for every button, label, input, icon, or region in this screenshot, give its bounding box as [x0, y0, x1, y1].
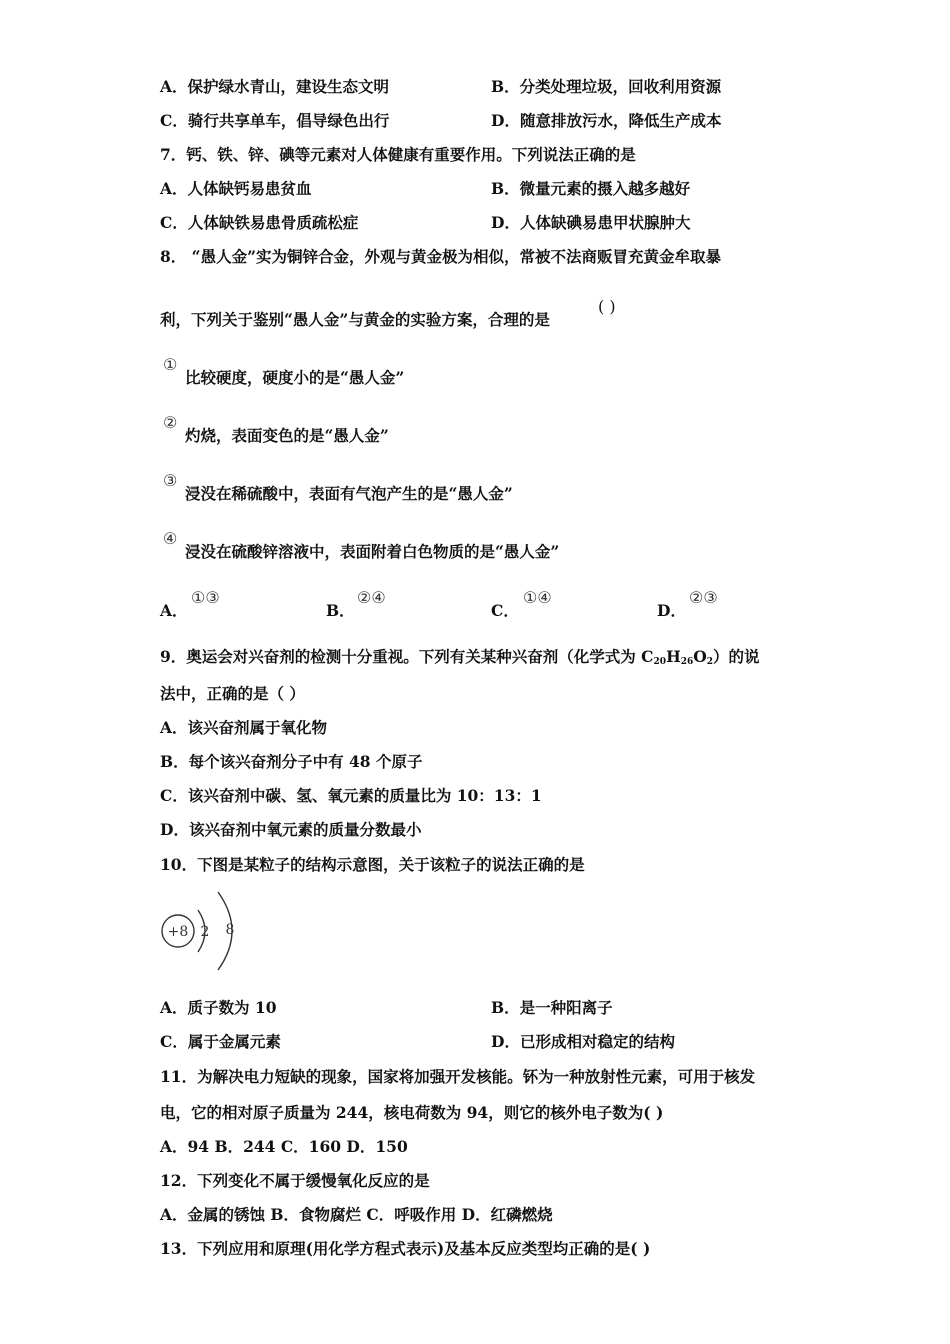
q10-option-d: D．已形成相对稳定的结构 [491, 1032, 675, 1051]
q9-option-a: A．该兴奋剂属于氧化物 [160, 718, 328, 737]
q7-stem: 7．钙、铁、锌、碘等元素对人体健康有重要作用。下列说法正确的是 [160, 145, 636, 164]
q9-option-b: B．每个该兴奋剂分子中有 48 个原子 [160, 752, 423, 771]
shell-2-electrons: 8 [225, 922, 235, 938]
q8-option-b-label: B． [326, 601, 355, 620]
q8-option-a-label: A． [160, 601, 188, 620]
q8-statement-4: 浸没在硫酸锌溶液中，表面附着白色物质的是“愚人金” [185, 542, 560, 561]
q8-statement-2-mark: ② [163, 413, 178, 432]
q7-option-a: A．人体缺钙易患贫血 [160, 179, 312, 198]
q11-stem-line2: 电，它的相对原子质量为 244，核电荷数为 94，则它的核外电子数为( ) [160, 1103, 664, 1122]
q7-option-b: B．微量元素的摄入越多越好 [491, 179, 691, 198]
q8-statement-1: 比较硬度，硬度小的是“愚人金” [185, 368, 405, 387]
q8-answer-paren: ( ) [598, 297, 616, 316]
q10-stem: 10．下图是某粒子的结构示意图，关于该粒子的说法正确的是 [160, 855, 585, 874]
q8-statement-3-mark: ③ [163, 471, 178, 490]
q8-statement-4-mark: ④ [163, 529, 178, 548]
q6-option-a: A．保护绿水青山，建设生态文明 [160, 77, 390, 96]
q10-option-c: C．属于金属元素 [160, 1032, 281, 1051]
q6-option-b: B．分类处理垃圾，回收利用资源 [491, 77, 722, 96]
q9-option-c: C．该兴奋剂中碳、氢、氧元素的质量比为 10：13：1 [160, 786, 542, 805]
q8-option-d-label: D． [657, 601, 686, 620]
q8-option-c-label: C． [491, 601, 519, 620]
q9-stem-line1: 9．奥运会对兴奋剂的检测十分重视。下列有关某种兴奋剂（化学式为 $C_{20}H_{26}O_2$）的说 [160, 647, 760, 667]
q9-option-d: D．该兴奋剂中氧元素的质量分数最小 [160, 820, 422, 839]
q8-option-c-value: ①④ [523, 588, 552, 607]
nucleus-charge: +8 [167, 924, 189, 940]
atom-structure-diagram [154, 880, 264, 980]
q6-option-c: C．骑行共享单车，倡导绿色出行 [160, 111, 390, 130]
q10-option-b: B．是一种阳离子 [491, 998, 613, 1017]
q8-stem-line2: 利，下列关于鉴别“愚人金”与黄金的实验方案，合理的是 [160, 310, 550, 329]
q8-statement-2: 灼烧，表面变色的是“愚人金” [185, 426, 389, 445]
q8-statement-3: 浸没在稀硫酸中，表面有气泡产生的是“愚人金” [185, 484, 513, 503]
q8-stem-line1: 8． “愚人金”实为铜锌合金，外观与黄金极为相似，常被不法商贩冒充黄金牟取暴 [160, 247, 722, 266]
q6-option-d: D．随意排放污水，降低生产成本 [491, 111, 722, 130]
q8-option-a-value: ①③ [191, 588, 220, 607]
q7-option-c: C．人体缺铁易患骨质疏松症 [160, 213, 359, 232]
shell-1-electrons: 2 [200, 924, 210, 940]
q9-stem-line2: 法中，正确的是（ ） [160, 684, 305, 703]
q11-stem-line1: 11．为解决电力短缺的现象，国家将加强开发核能。钚为一种放射性元素，可用于核发 [160, 1067, 756, 1086]
q7-option-d: D．人体缺碘易患甲状腺肿大 [491, 213, 691, 232]
q13-stem: 13．下列应用和原理(用化学方程式表示)及基本反应类型均正确的是( ) [160, 1239, 651, 1258]
q8-statement-1-mark: ① [163, 355, 178, 374]
q8-option-b-value: ②④ [357, 588, 386, 607]
q12-options: A．金属的锈蚀 B．食物腐烂 C．呼吸作用 D．红磷燃烧 [160, 1205, 553, 1224]
q10-option-a: A．质子数为 10 [160, 998, 277, 1017]
q8-option-d-value: ②③ [689, 588, 718, 607]
q11-options: A．94 B．244 C．160 D．150 [160, 1137, 408, 1156]
q12-stem: 12．下列变化不属于缓慢氧化反应的是 [160, 1171, 430, 1190]
